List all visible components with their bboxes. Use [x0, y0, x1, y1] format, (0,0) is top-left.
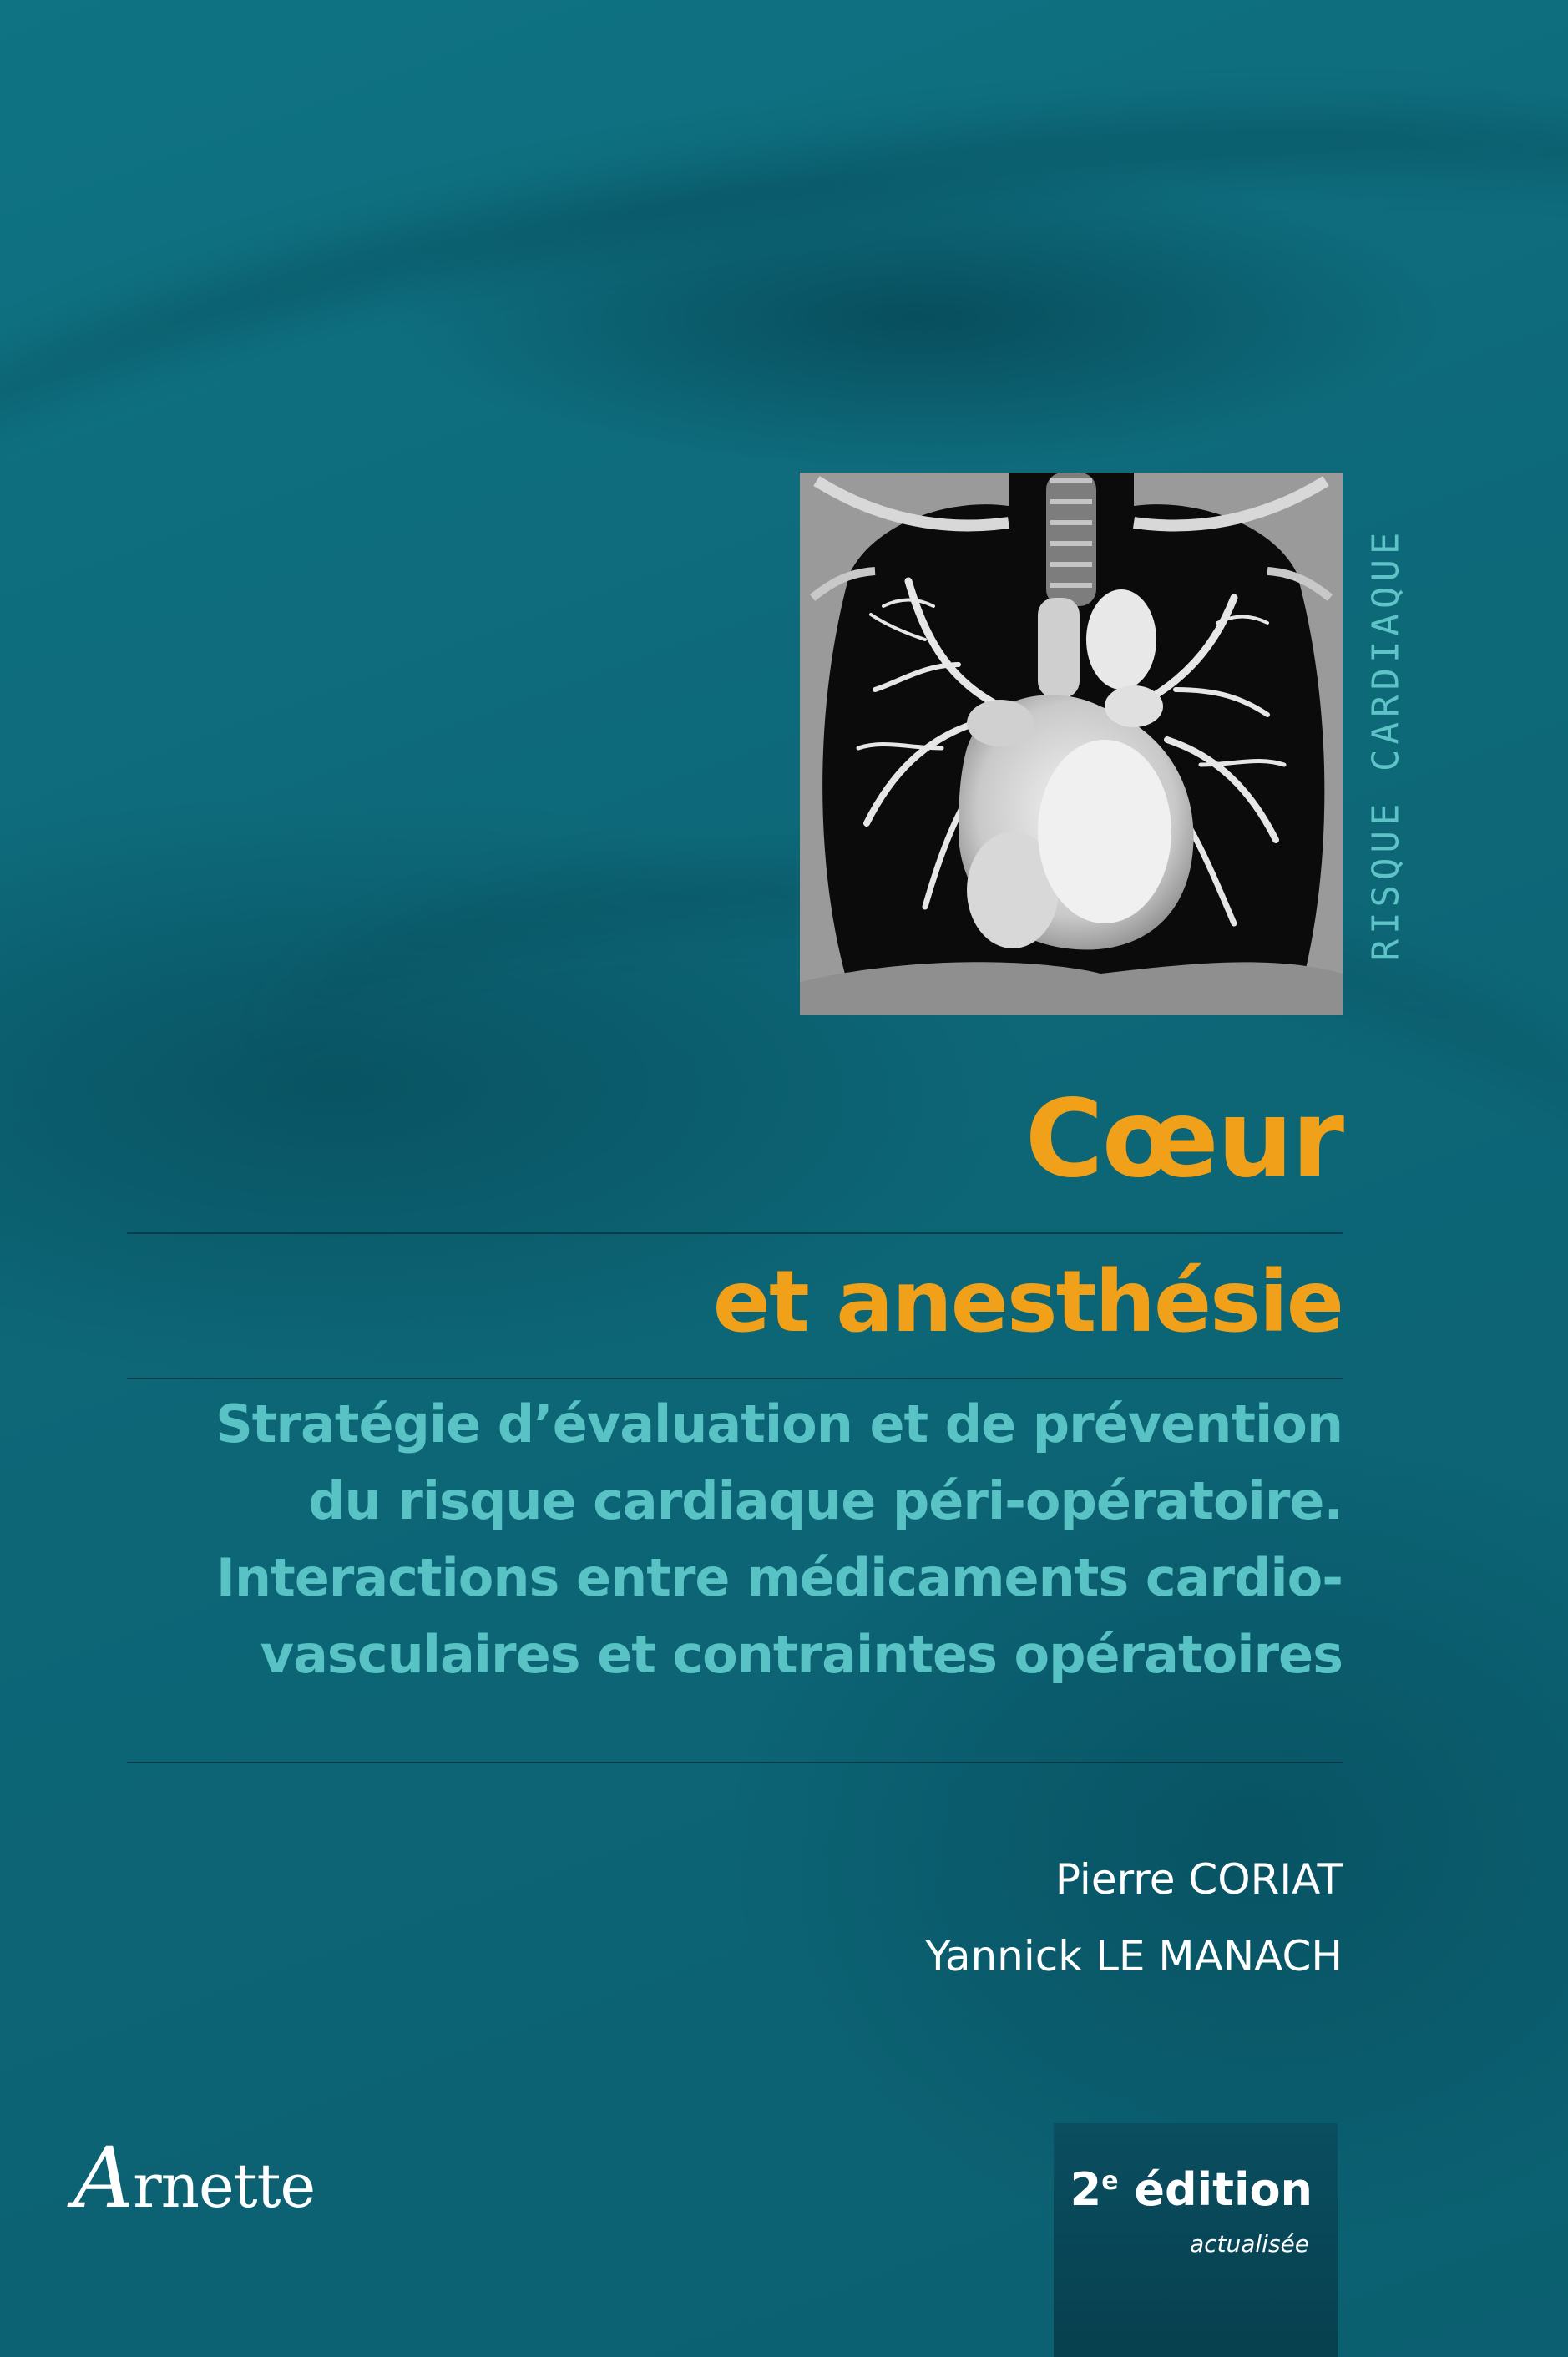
- publisher-logo-rest: rnette: [133, 2151, 316, 2221]
- title-line-1: Cœur: [1024, 1077, 1343, 1201]
- subtitle-line: du risque cardiaque péri-opératoire.: [308, 1470, 1343, 1531]
- author-name: Yannick LE MANACH: [925, 1932, 1343, 1980]
- subtitle-line: Interactions entre médicaments cardio-: [215, 1547, 1343, 1608]
- authors: [925, 1841, 1343, 1995]
- chest-ct-illustration: [800, 473, 1343, 1015]
- subtitle-line: Stratégie d’évaluation et de prévention: [215, 1393, 1343, 1454]
- edition-number: 2: [1070, 2163, 1102, 2216]
- divider-1: [127, 1232, 1343, 1234]
- subtitle-line: vasculaires et contraintes opératoires: [260, 1624, 1343, 1685]
- edition-label: [1070, 2163, 1313, 2216]
- chest-ct-image: [800, 473, 1343, 1015]
- edition-note: actualisée: [1189, 2230, 1309, 2258]
- edition-word: édition: [1118, 2163, 1313, 2216]
- publisher-logo: [73, 2129, 315, 2227]
- series-label: [1361, 473, 1411, 1015]
- divider-2: [127, 1378, 1343, 1379]
- subtitle: [90, 1386, 1343, 1693]
- author-name: Pierre CORIAT: [1055, 1855, 1343, 1904]
- edition-box: [1054, 2123, 1338, 2357]
- title-line-2: et anesthésie: [712, 1252, 1343, 1352]
- publisher-logo-initial: A: [73, 2129, 134, 2227]
- edition-superscript: e: [1101, 2167, 1119, 2196]
- series-text: RISQUE CARDIAQUE: [1364, 527, 1408, 961]
- divider-3: [127, 1762, 1343, 1763]
